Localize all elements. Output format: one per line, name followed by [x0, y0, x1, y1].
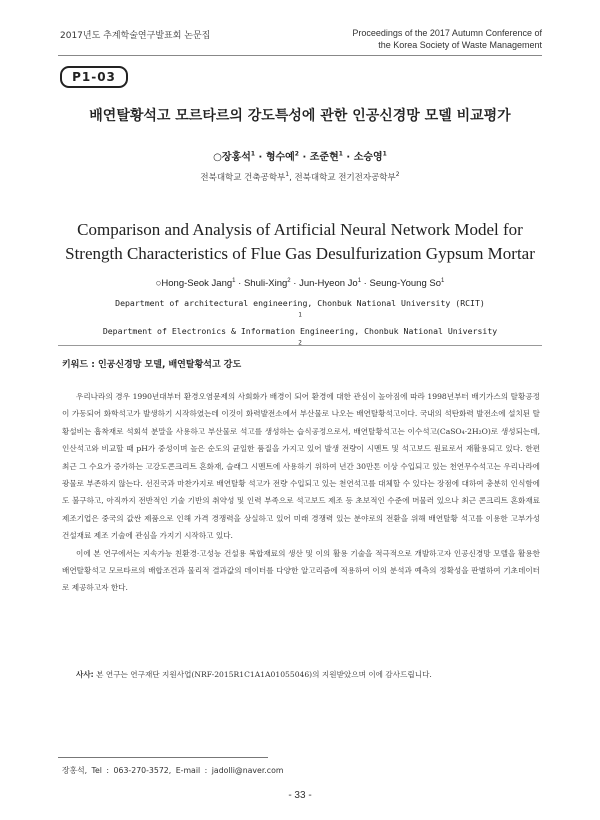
paper-id-badge: P1-03 [60, 66, 128, 88]
affiliation-english-1-sup: 1 [298, 311, 302, 319]
author-list-korean [0, 148, 600, 163]
acknowledgement [62, 669, 540, 680]
author-list-english [0, 278, 600, 289]
affiliation-english [0, 296, 600, 352]
author-name-en: Jun-Hyeon Jo [299, 278, 358, 289]
author-name-en: Seung-Young So [369, 278, 441, 289]
paper-title-english [0, 218, 600, 266]
page-number: - 33 - [288, 790, 312, 801]
affiliation-korean [0, 171, 600, 183]
affiliation-english-2-sup: 2 [298, 339, 302, 347]
presenter-mark: ○ [155, 278, 162, 289]
running-header-left: 2017년도 추계학술연구발표회 논문집 [60, 31, 211, 41]
author-affiliation-sup: 1 [232, 277, 236, 284]
author-separator: · [255, 152, 266, 163]
author-name: 소승영 [353, 152, 383, 163]
presenter-mark: ○ [213, 152, 222, 163]
author-affiliation-sup: 1 [357, 277, 362, 284]
header-divider [58, 55, 542, 56]
body-text [62, 388, 540, 597]
affiliation-2-sup: 2 [395, 171, 400, 179]
author-separator: · [290, 278, 300, 289]
affiliation-english-1 [0, 296, 600, 324]
author-name-en: Hong-Seok Jang [161, 278, 233, 289]
keywords: 키워드 : 인공신경망 모델, 배연탈황석고 강도 [62, 360, 242, 370]
affiliation-english-2-text: Department of Electronics & Information Engineering, Chonbuk National University [102, 326, 498, 336]
paper-title-english-line2: Strength Characteristics of Flue Gas Desulfurization Gypsum Mortar [65, 244, 535, 263]
affiliation-english-1-text: Department of architectural engineering, Chonbuk National University (RCIT) [115, 298, 485, 308]
affiliation-2: 전북대학교 전기전자공학부 [294, 173, 396, 183]
author-separator: · [361, 278, 370, 289]
author-name: 형수예 [265, 152, 295, 163]
keywords-divider [58, 345, 542, 346]
corresponding-author-footnote: 장홍석, Tel : 063-270-3572, E-mail : jadolli@naver.com [62, 766, 284, 775]
running-header-right-line2: the Korea Society of Waste Management [378, 40, 542, 50]
paper-title-korean: 배연탈황석고 모르타르의 강도특성에 관한 인공신경망 모델 비교평가 [89, 108, 511, 124]
author-affiliation-sup: 1 [250, 150, 256, 158]
paper-title-english-line1: Comparison and Analysis of Artificial Neural Network Model for [77, 220, 523, 239]
body-paragraph: 이에 본 연구에서는 지속가능 친환경·고성능 건설용 복합재료의 생산 및 이의 활용 기술을 적극적으로 개발하고자 인공신경망 모델을 활용한 배연탈황석고 모르타르의 배합조건과 물리적 결과값의 데이터를 다양한 알고리즘에 적용하여 이의 분석과 예측의 정확성을 판별하여 기초데이터로 제공하고자 한다. [62, 548, 540, 593]
author-name-en: Shuli-Xing [243, 278, 288, 289]
running-header-right-line1: Proceedings of the 2017 Autumn Conference of [352, 28, 542, 38]
acknowledgement-label: 사사: [76, 670, 94, 679]
affiliation-separator: , [289, 173, 295, 183]
author-affiliation-sup: 1 [382, 150, 387, 158]
affiliation-english-2 [0, 324, 600, 352]
author-separator: · [235, 278, 244, 289]
author-affiliation-sup: 1 [338, 150, 343, 158]
running-header-right [352, 27, 542, 51]
affiliation-1-sup: 1 [285, 171, 290, 179]
author-name: 조준현 [309, 152, 339, 163]
author-separator: · [342, 152, 354, 163]
author-affiliation-sup: 2 [287, 277, 291, 284]
author-name: 장홍석 [221, 152, 251, 163]
affiliation-1: 전북대학교 건축공학부 [200, 173, 286, 183]
footnote-divider [58, 757, 268, 758]
author-affiliation-sup: 1 [441, 277, 445, 284]
author-affiliation-sup: 2 [294, 150, 299, 158]
body-paragraph: 우리나라의 경우 1990년대부터 환경오염문제의 사회화가 배경이 되어 환경에 대한 관심이 높아짐에 따라 1998년부터 배기가스의 탈황공정이 가동되어 화학석고가 발생하기 시작하였는데 이것이 화력발전소에서 부산물로 나오는 배연탈황석고이다. 국내의 석탄화력 발전소에 설치된 탈황설비는 흡착재로 석회석 분말을 사용하고 부산물로 석고를 생성하는 습식공정으로서, 배연탈황석고는 이수석고(CaSO₄·2H₂O)로 생성되는데, 인산석고와 비교할 때 pH가 중성이며 높은 순도의 균일한 품질을 가지고 있어 발생 전량이 시멘트 및 석고보드 원료로서 재활용되고 있다. 한편 최근 그 수요가 증가하는 고강도콘크리트 혼화재, 슬래그 시멘트에 사용하기 위하여 년간 30만톤 이상 수입되고 있는 천연무수석고는 우리나라에 광물로 부존하지 않는다. 선진국과 마찬가지로 배연탈황 석고가 전량 수입되고 있는 천연석고를 대체할 수 있다는 장점에 대하여 충분히 인식함에도 불구하고, 아직까지 전반적인 기술 기반의 취약성 및 인력 부족으로 석고보드 제조 등 초보적인 수준에 머물러 있으나 최근 콘크리트 혼화재료 제조기업은 중국의 값싼 제품으로 인해 가격 경쟁력을 상실하고 있어 미래 경쟁력 있는 분야로의 전환을 위해 배연탈황 석고를 이용한 고부가성 건설재료 제조 기술에 관심을 가지기 시작하고 있다. [62, 392, 540, 541]
author-separator: · [298, 152, 310, 163]
acknowledgement-text: 본 연구는 연구재단 지원사업(NRF-2015R1C1A1A01055046)의 지원받았으며 이에 감사드립니다. [93, 670, 432, 679]
